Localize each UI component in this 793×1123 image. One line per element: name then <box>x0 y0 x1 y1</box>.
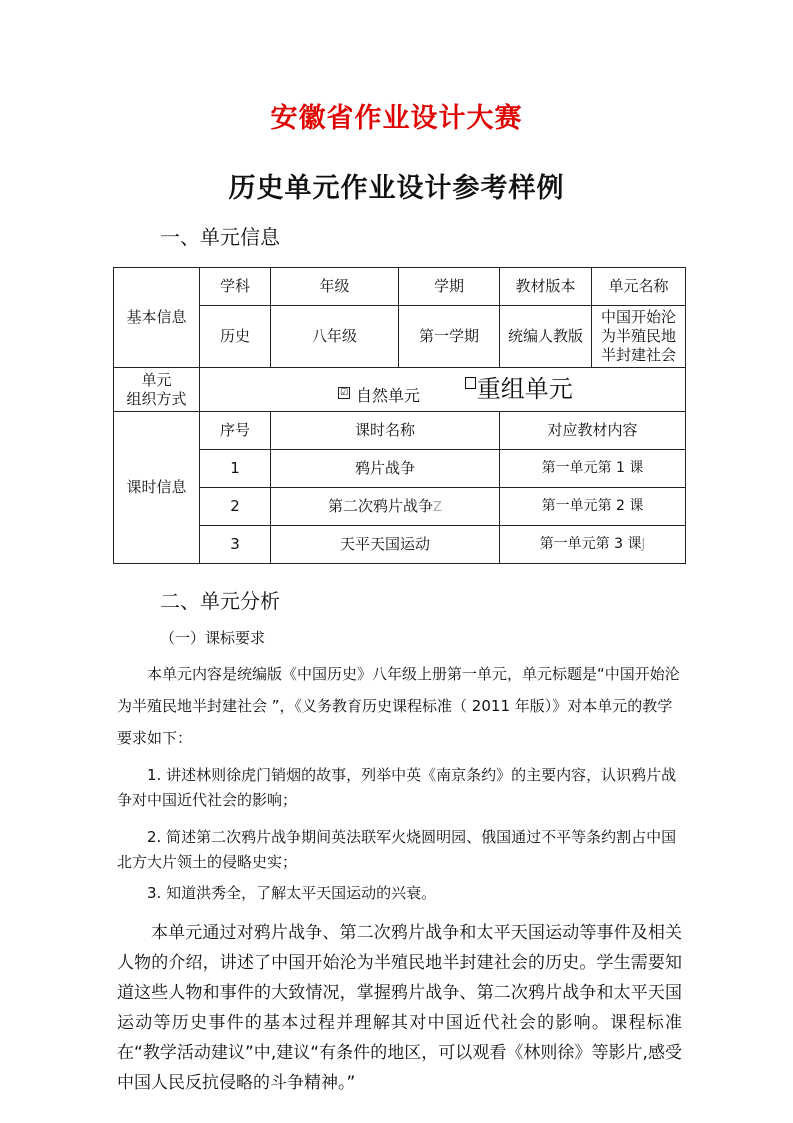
header-subject: 学科 <box>200 268 271 306</box>
regrouped-unit-label: 重组单元 <box>476 374 573 403</box>
unchecked-checkbox-icon[interactable] <box>465 377 476 389</box>
value-textbook-edition: 统编人教版 <box>500 306 592 368</box>
section-heading-unit-analysis: 二、单元分析 <box>160 589 280 613</box>
header-lesson-name: 课时名称 <box>271 412 500 450</box>
lesson-content: 第一单元第 3 课 <box>539 535 642 552</box>
option-natural-unit[interactable] <box>338 383 420 406</box>
header-lesson-no: 序号 <box>200 412 271 450</box>
header-textbook-edition: 教材版本 <box>500 268 592 306</box>
value-grade: 八年级 <box>271 306 399 368</box>
stray-mark: Z <box>433 499 442 515</box>
lesson-no: 2 <box>200 488 271 526</box>
unit-summary-paragraph <box>117 918 682 1098</box>
list-item: 3. 知道洪秀全，了解太平天国运动的兴衰。 <box>147 884 437 902</box>
basic-info-label: 基本信息 <box>114 268 200 368</box>
table-row <box>114 450 686 488</box>
lesson-content: 第一单元第 1 课 <box>500 450 686 488</box>
org-method-options <box>200 368 686 412</box>
org-method-label <box>114 368 200 412</box>
header-textbook-content: 对应教材内容 <box>500 412 686 450</box>
lesson-name: 第二次鸦片战争 <box>328 496 434 515</box>
subheading-curriculum-requirements: （一）课标要求 <box>160 629 266 647</box>
requirements-item-1 <box>117 763 682 813</box>
stray-mark: J <box>641 536 646 552</box>
value-unit-name: 中国开始沦为半殖民地半封建社会 <box>592 306 686 368</box>
lesson-no: 1 <box>200 450 271 488</box>
paragraph-text: 本单元内容是统编版《中国历史》八年级上册第一单元，单元标题是“中国开始沦为半殖民地半封建社会 ”，《义务教育历史课程标准（ 2011 年版）》对本单元的教学要求如下： <box>117 665 680 747</box>
table-row <box>114 368 686 412</box>
table-row <box>114 268 686 306</box>
natural-unit-label: 自然单元 <box>356 385 421 405</box>
org-method-label-line1: 单元 <box>141 370 172 389</box>
document-title: 历史单元作业设计参考样例 <box>228 173 565 204</box>
list-item: 2. 简述第二次鸦片战争期间英法联军火烧圆明园、俄国通过不平等条约割占中国北方大片领土的侵略史实； <box>117 828 677 871</box>
value-term: 第一学期 <box>399 306 500 368</box>
header-unit-name: 单元名称 <box>592 268 686 306</box>
header-grade: 年级 <box>271 268 399 306</box>
lesson-no: 3 <box>200 526 271 564</box>
paragraph-text: 本单元通过对鸦片战争、第二次鸦片战争和太平天国运动等事件及相关人物的介绍，讲述了中国开始沦为半殖民地半封建社会的历史。学生需要知道这些人物和事件的大致情况，掌握鸦片战争、第二次鸦片战争和太平天国运动等历史事件的基本过程并理解其对中国近代社会的影响。课程标准在“教学活动建议”中,建议“有条件的地区，可以观看《林则徐》等影片,感受中国人民反抗侵略的斗争精神。” <box>117 923 682 1093</box>
option-regrouped-unit[interactable] <box>465 374 573 404</box>
lesson-content-cell <box>500 526 686 564</box>
table-row <box>114 412 686 450</box>
lesson-name-cell <box>271 488 500 526</box>
lesson-content: 第一单元第 2 课 <box>500 488 686 526</box>
list-item: 1. 讲述林则徐虎门销烟的故事，列举中英《南京条约》的主要内容，认识鸦片战争对中国近代社会的影响； <box>117 766 677 809</box>
requirements-item-3 <box>117 881 682 906</box>
table-row <box>114 488 686 526</box>
lesson-name: 天平天国运动 <box>271 526 500 564</box>
unit-info-table <box>113 267 686 564</box>
lesson-name: 鸦片战争 <box>271 450 500 488</box>
lesson-info-label: 课时信息 <box>114 412 200 564</box>
header-term: 学期 <box>399 268 500 306</box>
checked-checkbox-icon[interactable]: ☑ <box>339 387 349 398</box>
org-method-label-line2: 组织方式 <box>126 389 187 408</box>
contest-title: 安徽省作业设计大赛 <box>270 103 523 134</box>
value-subject: 历史 <box>200 306 271 368</box>
requirements-item-2 <box>117 825 682 875</box>
section-heading-unit-info: 一、单元信息 <box>160 225 280 249</box>
table-row <box>114 306 686 368</box>
requirements-intro-paragraph <box>117 658 682 754</box>
table-row <box>114 526 686 564</box>
